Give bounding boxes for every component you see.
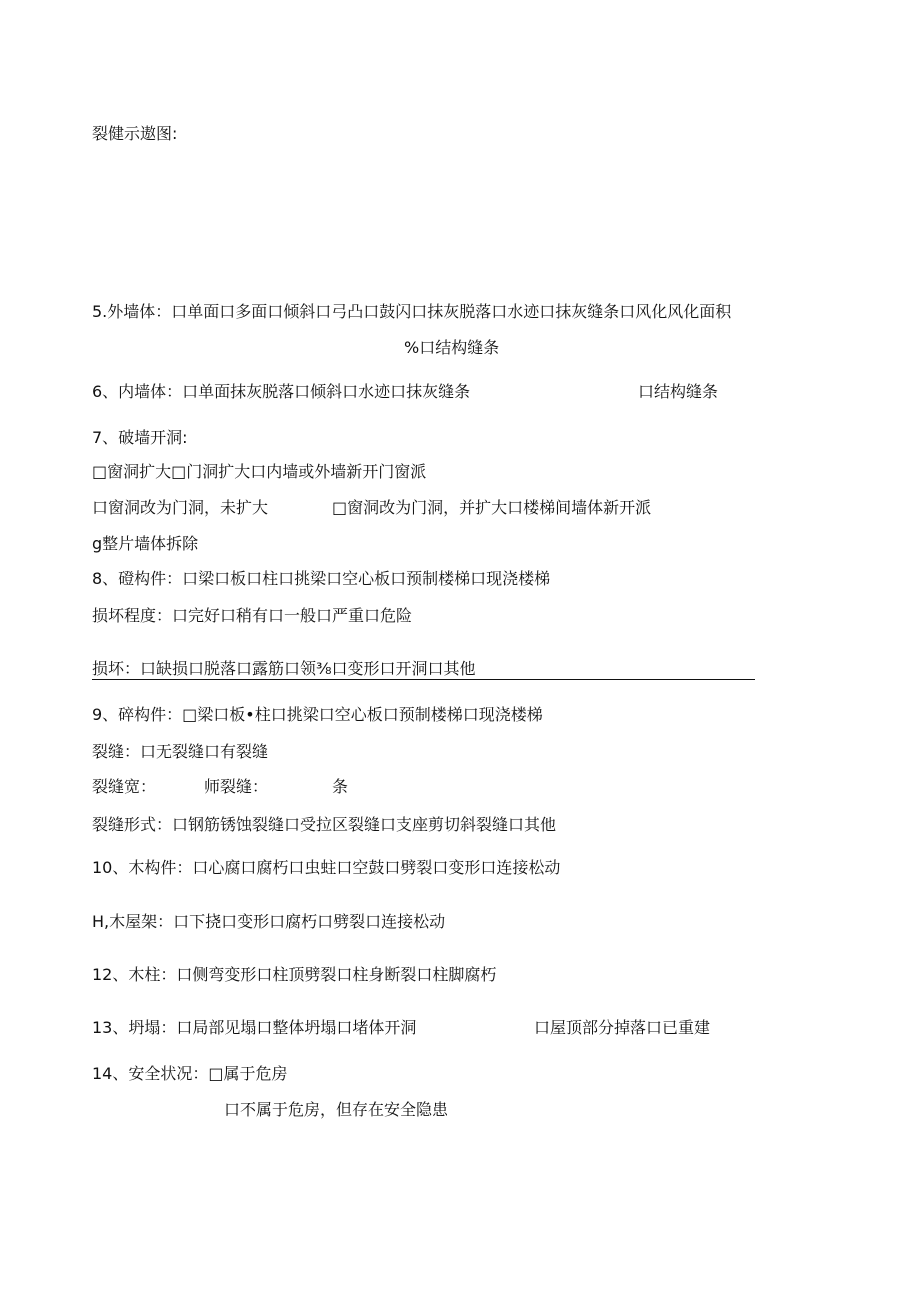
safety-status-line: 14、安全状况：□属于危房 [92,1064,288,1083]
wood-roof-truss-line: H,木屋架：口下挠口变形口腐朽口劈裂口连接松动 [92,912,446,931]
concrete-damage-underline [92,679,755,680]
concrete-members-line: 8、磴构件：口梁口板口柱口挑梁口空心板口预制楼梯口现浇楼梯 [92,569,551,588]
collapse-line: 13、坍塌：口局部见塌口整体坍塌口堵体开洞 [92,1018,417,1037]
collapse-roof-line: 口屋顶部分掉落口已重建 [534,1018,711,1037]
masonry-crack-count-unit: 条 [332,777,349,796]
wall-opening-line-1: □窗洞扩大□门洞扩大口内墙或外墙新开门窗派 [92,462,427,481]
wood-column-line: 12、木柱：口侧弯变形口柱顶劈裂口柱身断裂口柱脚腐朽 [92,965,497,984]
outer-wall-line-2: %口结构缝条 [404,338,500,357]
wall-opening-line-3: g整片墙体拆除 [92,534,199,553]
safety-status-line-2: 口不属于危房，但存在安全隐患 [224,1100,449,1119]
masonry-crack-width-label: 裂缝宽： [92,777,157,796]
inner-wall-structural-crack: 口结构缝条 [638,382,719,401]
masonry-crack: 裂缝：口无裂缝口有裂缝 [92,742,269,761]
wall-opening-line-2-left: 口窗洞改为门洞，未扩大 [92,498,269,517]
masonry-crack-count-label: 师裂缝： [204,777,269,796]
concrete-damage-degree: 损坏程度：口完好口稍有口一般口严重口危险 [92,606,413,625]
wall-opening-line-2-right: □窗洞改为门洞，并扩大口楼梯间墙体新开派 [332,498,652,517]
wood-members-line: 10、木构件：口心腐口腐朽口虫蛀口空鼓口劈裂口变形口连接松动 [92,858,561,877]
masonry-members-line: 9、碎构件：□梁口板•柱口挑梁口空心板口预制楼梯口现浇楼梯 [92,705,543,724]
concrete-damage: 损坏：口缺损口脱落口露筋口领⅜口变形口开洞口其他 [92,659,476,678]
crack-diagram-label: 裂健示遨图: [92,124,178,143]
masonry-crack-form: 裂缝形式：口钢筋锈蚀裂缝口受拉区裂缝口支座剪切斜裂缝口其他 [92,815,557,834]
inner-wall-line: 6、内墙体：口单面抹灰脱落口倾斜口水迹口抹灰缝条 [92,382,471,401]
outer-wall-line-1: 5.外墙体：口单面口多面口倾斜口弓凸口鼓闪口抹灰脱落口水迹口抹灰缝条口风化风化面积 [92,302,732,321]
wall-opening-title: 7、破墙开洞: [92,428,188,447]
